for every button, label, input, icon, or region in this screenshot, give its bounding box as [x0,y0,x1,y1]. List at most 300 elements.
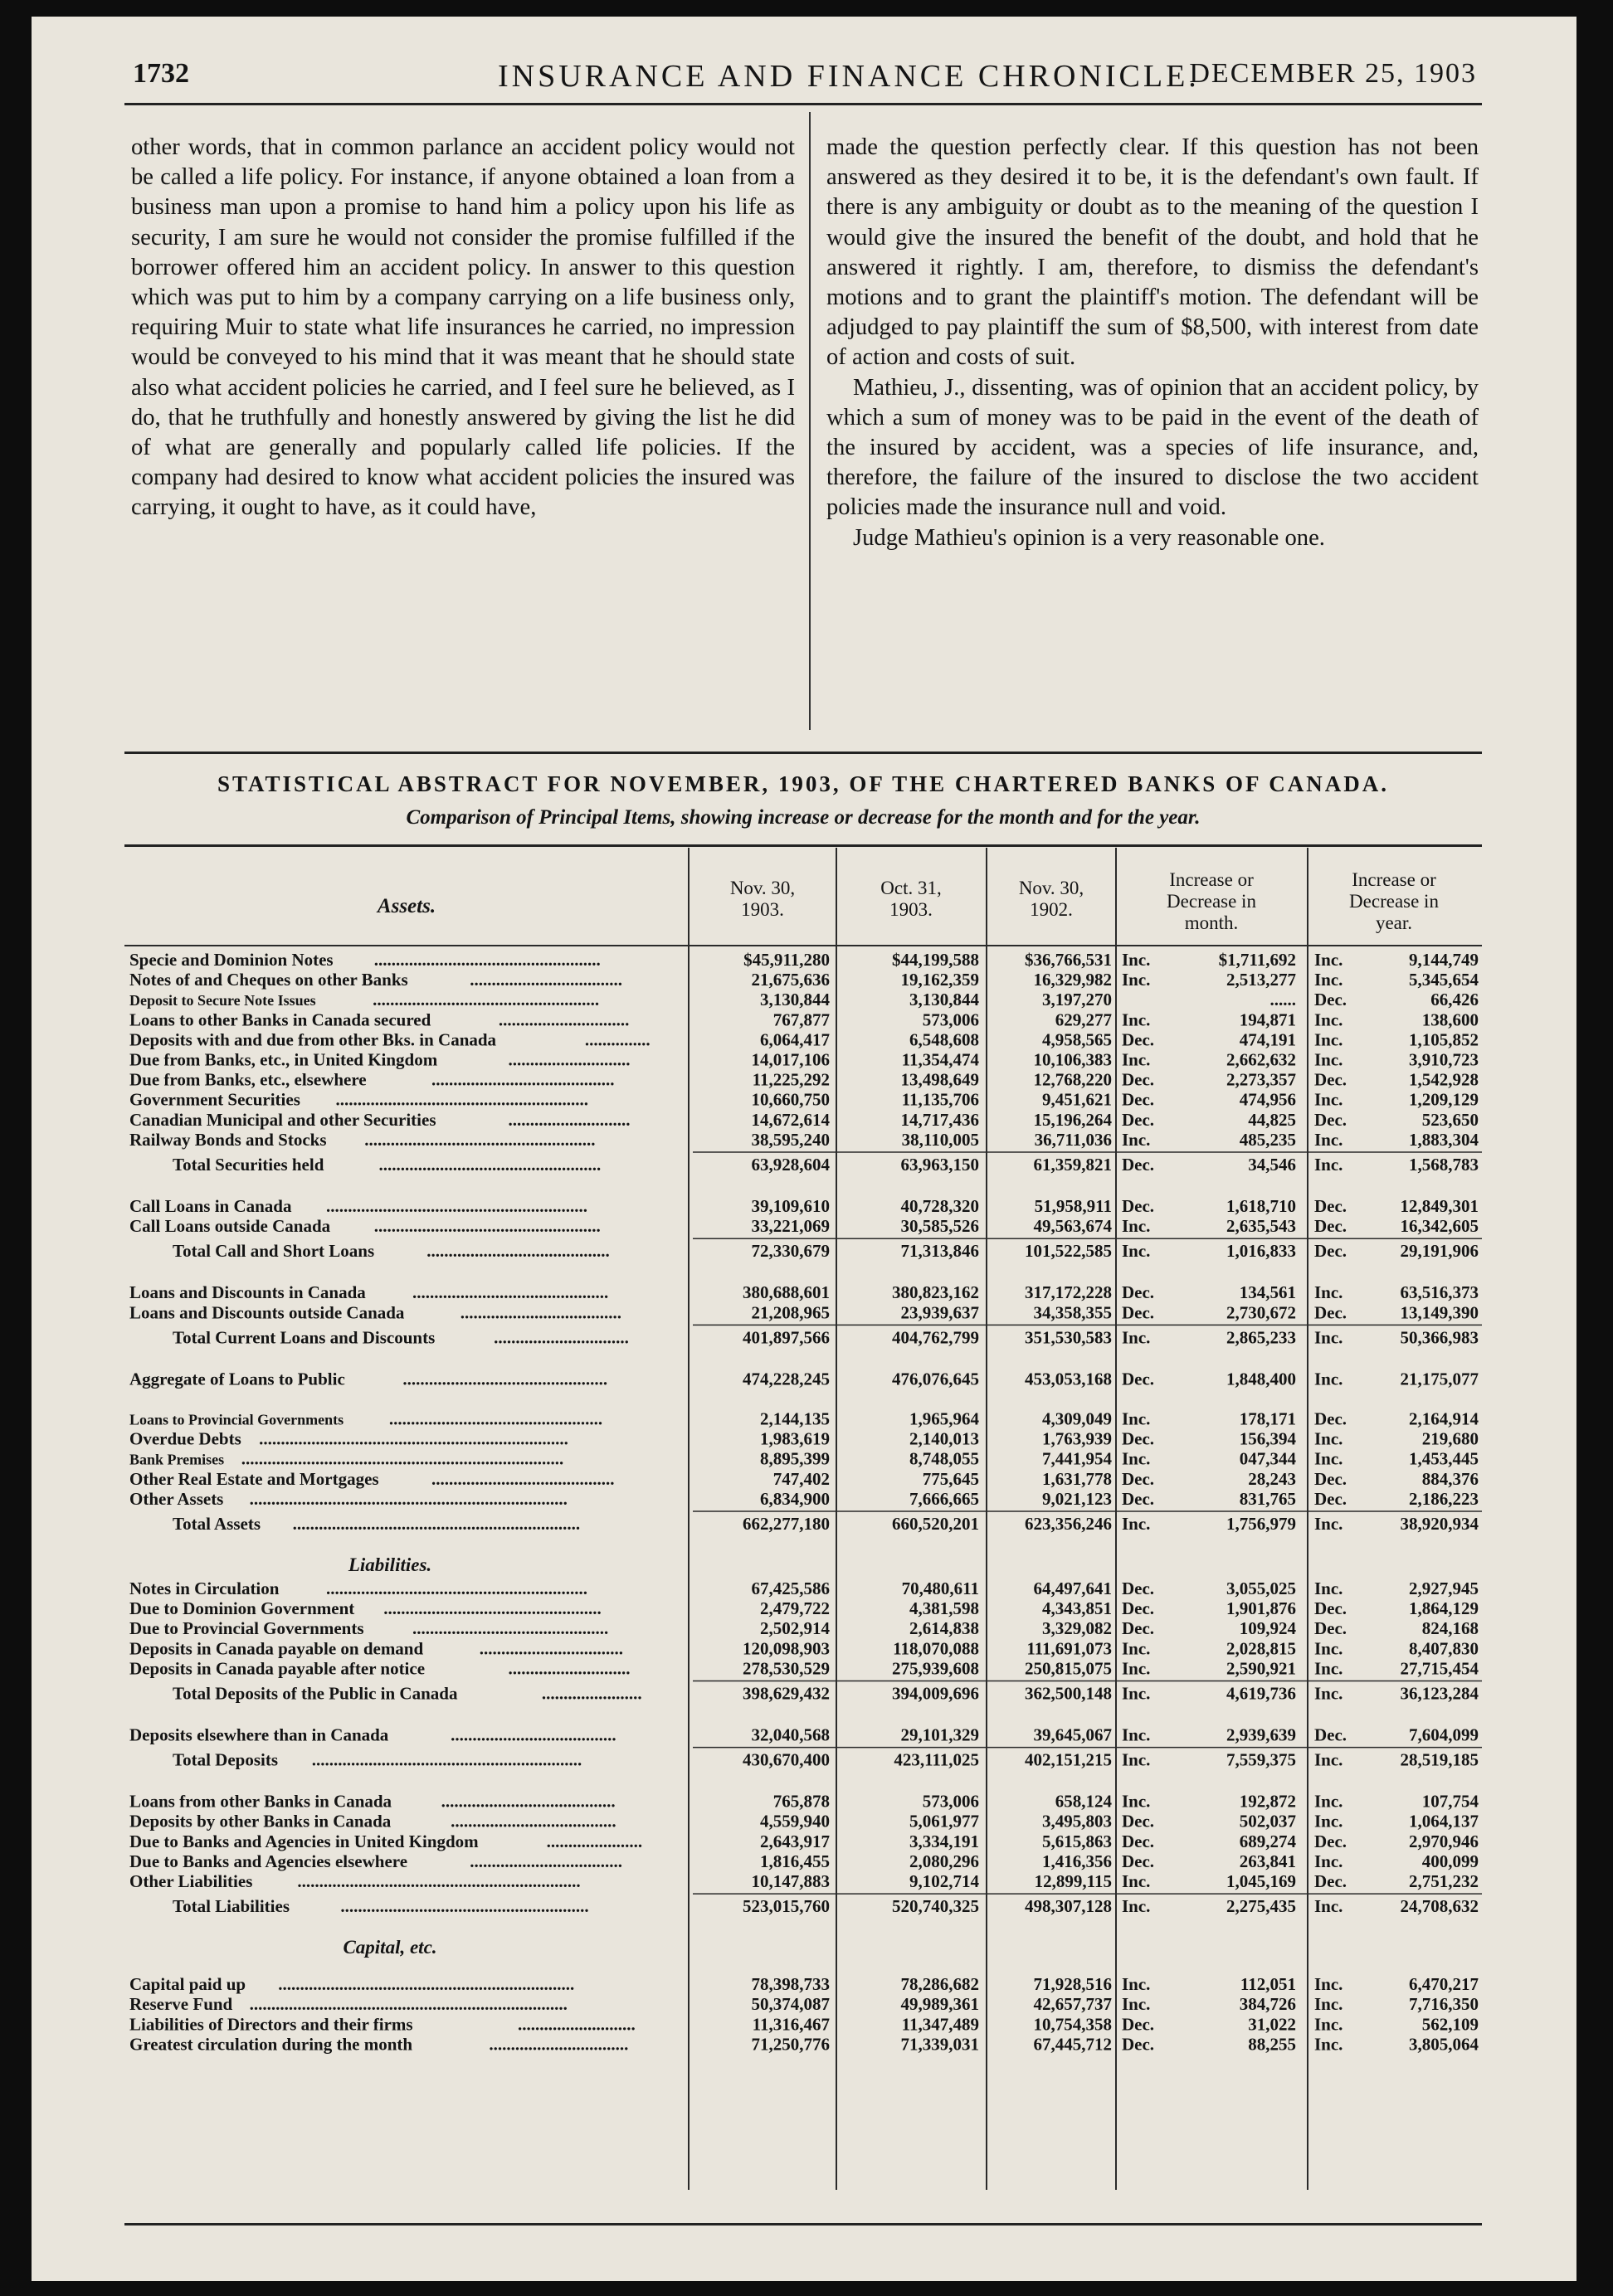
value-nov-1902: 362,500,148 [1025,1683,1112,1704]
month-change: 1,016,833 [1226,1241,1296,1262]
month-direction: Dec. [1122,1618,1155,1639]
value-nov-1902: 402,151,215 [1025,1749,1112,1770]
value-nov-1903: 474,228,245 [743,1369,830,1389]
year-change: 29,191,906 [1400,1241,1479,1262]
year-change: 24,708,632 [1400,1896,1479,1917]
month-direction: Inc. [1122,1658,1151,1679]
year-change: 28,519,185 [1400,1749,1479,1770]
value-nov-1902: 16,329,982 [1033,970,1112,990]
value-oct-1903: 404,762,799 [892,1327,979,1348]
year-direction: Inc. [1314,1089,1343,1110]
month-change: 178,171 [1239,1408,1296,1429]
value-nov-1903: 1,816,455 [760,1851,830,1871]
leader-dots: ................................... [470,970,622,990]
row-label: Other Liabilities [129,1871,253,1891]
year-direction: Inc. [1314,1009,1343,1030]
year-change: 1,542,928 [1409,1069,1479,1090]
value-nov-1903: 78,398,733 [751,1974,830,1995]
value-oct-1903: 2,140,013 [909,1428,979,1449]
leader-dots: ................................. [479,1638,624,1659]
year-direction: Dec. [1314,1468,1347,1489]
leader-dots: ......................................................... [340,1896,589,1917]
row-label: Total Liabilities [173,1896,290,1917]
value-oct-1903: 38,110,005 [901,1129,979,1150]
value-nov-1902: 9,451,621 [1042,1089,1112,1110]
month-change: 485,235 [1239,1129,1296,1150]
year-direction: Inc. [1314,2034,1343,2055]
value-oct-1903: 573,006 [922,1009,979,1030]
leader-dots: ................................................... [378,1155,602,1175]
leader-dots: .......................................................... [335,1089,589,1110]
value-nov-1903: 50,374,087 [751,1994,830,2015]
value-oct-1903: 573,006 [922,1791,979,1812]
month-direction: Dec. [1122,1488,1155,1509]
month-direction: Dec. [1122,1831,1155,1851]
value-oct-1903: 775,645 [922,1468,979,1489]
month-change: 194,871 [1239,1009,1296,1030]
bottom-rule [124,2223,1482,2225]
year-direction: Dec. [1314,1831,1347,1851]
value-oct-1903: 11,135,706 [901,1089,979,1110]
year-change: 2,927,945 [1409,1578,1479,1598]
value-nov-1902: 7,441,954 [1042,1448,1112,1469]
value-oct-1903: 11,347,489 [901,2014,979,2035]
year-direction: Inc. [1314,1428,1343,1449]
row-label: Call Loans in Canada [129,1196,292,1216]
year-change: 884,376 [1421,1468,1479,1489]
year-direction: Inc. [1314,1994,1343,2015]
issue-date: DECEMBER 25, 1903 [1189,58,1477,89]
month-change: 2,273,357 [1226,1069,1296,1090]
leader-dots: ..................................................... [364,1129,596,1150]
value-nov-1902: 1,416,356 [1042,1851,1112,1871]
month-direction: Dec. [1122,1578,1155,1598]
month-change: 1,045,169 [1226,1871,1296,1891]
value-nov-1902: 629,277 [1055,1009,1112,1030]
value-nov-1902: 498,307,128 [1025,1896,1112,1917]
value-nov-1903: 523,015,760 [743,1896,830,1917]
leader-dots: ................................... [470,1851,622,1871]
year-change: 1,105,852 [1409,1029,1479,1050]
leader-dots: .................................................................. [292,1514,581,1534]
leader-dots: ...................... [546,1831,643,1851]
month-change: 1,756,979 [1226,1514,1296,1534]
value-nov-1903: 67,425,586 [751,1578,830,1598]
month-direction: Inc. [1122,1724,1151,1745]
value-oct-1903: 6,548,608 [909,1029,979,1050]
value-oct-1903: $44,199,588 [892,950,979,970]
value-nov-1903: 10,660,750 [751,1089,830,1110]
month-change: 2,028,815 [1226,1638,1296,1659]
row-label: Due to Provincial Governments [129,1618,364,1639]
value-nov-1902: 12,768,220 [1033,1069,1112,1090]
leader-dots: .................................................... [373,990,600,1010]
row-label: Liabilities of Directors and their firms [129,2014,413,2035]
year-direction: Inc. [1314,1282,1343,1303]
month-change: 2,590,921 [1226,1658,1296,1679]
value-nov-1902: 51,958,911 [1034,1196,1112,1216]
year-change: 16,342,605 [1400,1216,1479,1237]
year-change: 400,099 [1421,1851,1479,1871]
value-oct-1903: 14,717,436 [900,1109,979,1130]
leader-dots: ................................................................. [297,1871,581,1891]
row-label: Total Deposits of the Public in Canada [173,1683,458,1704]
assets-header: Assets. [377,895,436,917]
year-direction: Dec. [1314,1241,1347,1262]
row-label: Call Loans outside Canada [129,1216,331,1237]
year-change: 12,849,301 [1400,1196,1479,1216]
month-change: 109,924 [1239,1618,1296,1639]
value-nov-1902: 9,021,123 [1042,1488,1112,1509]
row-label: Reserve Fund [129,1994,233,2015]
row-label: Deposits elsewhere than in Canada [129,1724,389,1745]
row-label: Total Securities held [173,1155,324,1175]
value-nov-1903: 6,834,900 [760,1488,830,1509]
value-nov-1902: 4,309,049 [1042,1408,1112,1429]
leader-dots: ............................ [508,1109,631,1130]
value-nov-1902: 42,657,737 [1033,1994,1112,2015]
value-oct-1903: 5,061,977 [909,1811,979,1831]
row-label: Aggregate of Loans to Public [129,1369,345,1389]
year-direction: Dec. [1314,990,1347,1010]
column-header-year: Increase or [1352,869,1436,890]
value-nov-1903: 38,595,240 [751,1129,830,1150]
month-change: 112,051 [1240,1974,1296,1995]
value-nov-1903: 430,670,400 [743,1749,830,1770]
leader-dots: ......................................................................... [249,1994,568,2015]
month-direction: Dec. [1122,1851,1155,1871]
row-label: Overdue Debts [129,1428,241,1449]
value-oct-1903: 19,162,359 [900,970,979,990]
value-nov-1903: 3,130,844 [760,990,830,1010]
month-change: 2,865,233 [1226,1327,1296,1348]
row-label: Loans and Discounts outside Canada [129,1302,405,1323]
column-header-nov-1903: Nov. 30, [729,878,796,898]
value-oct-1903: 9,102,714 [909,1871,979,1891]
value-nov-1902: 34,358,355 [1033,1302,1112,1323]
month-direction: Inc. [1122,1683,1151,1704]
value-oct-1903: 40,728,320 [900,1196,979,1216]
year-direction: Inc. [1314,1658,1343,1679]
year-change: 1,209,129 [1409,1089,1479,1110]
value-oct-1903: 30,585,526 [900,1216,979,1237]
year-direction: Dec. [1314,1724,1347,1745]
year-direction: Dec. [1314,1196,1347,1216]
month-change: ...... [1269,990,1296,1010]
value-nov-1902: 1,631,778 [1042,1468,1112,1489]
month-direction: Inc. [1122,1448,1151,1469]
row-label: Deposits in Canada payable after notice [129,1658,426,1679]
right-column-paragraph-1: made the question perfectly clear. If this question has not been answered as they desired it to be, it is the defendant's own fault. If there is any ambiguity or doubt as to the meaning of the question I would give the insured the benefit of the doubt, and hold that he answered it rightly. I am, therefore, to dismiss the defendant's motions and to grant the plaintiff's motion. The defendant will be adjudged to pay plaintiff the sum of $8,500, with interest from date of action and costs of suit. [826,134,1479,371]
value-nov-1902: 15,196,264 [1033,1109,1112,1130]
year-change: 1,453,445 [1409,1448,1479,1469]
value-nov-1903: 14,017,106 [751,1049,830,1070]
month-change: 2,635,543 [1226,1216,1296,1237]
leader-dots: ....................................................................... [259,1428,568,1449]
column-header-month: Decrease in [1167,891,1256,912]
row-label: Greatest circulation during the month [129,2034,413,2055]
page-number: 1732 [133,58,189,89]
row-label: Total Call and Short Loans [173,1241,375,1262]
value-nov-1903: 662,277,180 [743,1514,830,1534]
value-oct-1903: 275,939,608 [892,1658,979,1679]
value-nov-1902: 658,124 [1055,1791,1112,1812]
month-change: 156,394 [1239,1428,1296,1449]
row-label: Due from Banks, etc., in United Kingdom [129,1049,438,1070]
value-oct-1903: 71,313,846 [900,1241,979,1262]
column-header-month: Increase or [1169,869,1254,890]
month-change: 474,956 [1239,1089,1296,1110]
leader-dots: ...................................... [451,1724,616,1745]
value-nov-1902: 67,445,712 [1033,2034,1112,2055]
year-change: 38,920,934 [1400,1514,1479,1534]
leader-dots: ............................................... [402,1369,608,1389]
year-direction: Dec. [1314,1871,1347,1891]
month-direction: Inc. [1122,1638,1151,1659]
value-nov-1903: 765,878 [772,1791,830,1812]
value-oct-1903: 7,666,665 [909,1488,979,1509]
month-change: 34,546 [1248,1155,1296,1175]
year-direction: Dec. [1314,1618,1347,1639]
column-header-month: month. [1184,912,1239,933]
column-header-oct-1903: 1903. [889,899,933,920]
value-nov-1902: 317,172,228 [1025,1282,1112,1303]
leader-dots: ..................................... [460,1302,621,1323]
month-change: 2,730,672 [1226,1302,1296,1323]
value-nov-1903: 63,928,604 [751,1155,830,1175]
year-change: 1,064,137 [1409,1811,1479,1831]
year-direction: Dec. [1314,1598,1347,1619]
value-oct-1903: 476,076,645 [892,1369,979,1389]
leader-dots: ............................................................ [326,1196,587,1216]
year-change: 21,175,077 [1400,1369,1479,1389]
year-direction: Inc. [1314,1129,1343,1150]
value-oct-1903: 23,939,637 [900,1302,979,1323]
row-label: Due to Dominion Government [129,1598,355,1619]
value-nov-1903: 120,098,903 [743,1638,830,1659]
value-nov-1902: 36,711,036 [1034,1129,1112,1150]
value-nov-1903: 380,688,601 [743,1282,830,1303]
year-direction: Inc. [1314,1369,1343,1389]
value-oct-1903: 13,498,649 [900,1069,979,1090]
year-direction: Inc. [1314,1155,1343,1175]
value-nov-1903: 2,144,135 [760,1408,830,1429]
value-nov-1903: 278,530,529 [743,1658,830,1679]
value-nov-1903: 14,672,614 [751,1109,830,1130]
value-nov-1902: $36,766,531 [1025,950,1112,970]
year-change: 138,600 [1421,1009,1479,1030]
leader-dots: ............................................................ [326,1578,587,1598]
month-change: 134,561 [1239,1282,1296,1303]
value-nov-1903: 2,479,722 [760,1598,830,1619]
value-nov-1903: 6,064,417 [760,1029,830,1050]
value-oct-1903: 118,070,088 [893,1638,979,1659]
year-direction: Dec. [1314,1408,1347,1429]
year-direction: Inc. [1314,1327,1343,1348]
value-nov-1902: 453,053,168 [1025,1369,1112,1389]
value-oct-1903: 49,989,361 [900,1994,979,2015]
value-nov-1903: 39,109,610 [751,1196,830,1216]
month-change: 28,243 [1248,1468,1296,1489]
value-nov-1903: 10,147,883 [751,1871,830,1891]
row-label: Loans to other Banks in Canada secured [129,1009,431,1030]
value-nov-1902: 3,197,270 [1042,990,1112,1010]
row-label: Notes of and Cheques on other Banks [129,970,408,990]
month-direction: Dec. [1122,1196,1155,1216]
leader-dots: ............................ [508,1658,631,1679]
year-direction: Dec. [1314,1069,1347,1090]
value-nov-1902: 3,329,082 [1042,1618,1112,1639]
value-nov-1903: 401,897,566 [743,1327,830,1348]
value-nov-1903: 2,502,914 [760,1618,830,1639]
month-direction: Inc. [1122,950,1151,970]
year-change: 2,751,232 [1409,1871,1479,1891]
row-label: Government Securities [129,1089,300,1110]
month-direction: Dec. [1122,1109,1155,1130]
month-change: 1,848,400 [1226,1369,1296,1389]
value-nov-1903: 1,983,619 [760,1428,830,1449]
year-change: 9,144,749 [1409,950,1479,970]
leader-dots: .................................................... [373,950,601,970]
value-nov-1902: 111,691,073 [1026,1638,1112,1659]
value-nov-1902: 71,928,516 [1033,1974,1112,1995]
year-change: 7,604,099 [1409,1724,1479,1745]
month-direction: Inc. [1122,1514,1151,1534]
month-direction: Inc. [1122,1129,1151,1150]
month-change: 31,022 [1248,2014,1296,2035]
month-direction: Dec. [1122,1155,1155,1175]
year-change: 1,568,783 [1409,1155,1479,1175]
year-change: 3,805,064 [1409,2034,1479,2055]
value-oct-1903: 380,823,162 [892,1282,979,1303]
year-change: 13,149,390 [1400,1302,1479,1323]
value-nov-1902: 10,754,358 [1033,2014,1112,2035]
year-direction: Dec. [1314,1302,1347,1323]
leader-dots: ...................................... [451,1811,616,1831]
value-nov-1903: 32,040,568 [751,1724,830,1745]
year-direction: Inc. [1314,1514,1343,1534]
year-direction: Inc. [1314,1811,1343,1831]
leader-dots: .................................................................... [278,1974,575,1995]
leader-dots: ........................... [518,2014,636,2035]
month-direction: Inc. [1122,1791,1151,1812]
value-oct-1903: 1,965,964 [909,1408,979,1429]
row-label: Loans and Discounts in Canada [129,1282,366,1303]
month-direction: Inc. [1122,970,1151,990]
year-change: 7,716,350 [1409,1994,1479,2015]
row-label: Loans to Provincial Governments [129,1411,344,1428]
value-nov-1902: 4,343,851 [1042,1598,1112,1619]
leader-dots: .......................................................................... [241,1448,564,1469]
value-nov-1903: 33,221,069 [751,1216,830,1237]
right-column-paragraph-3: Judge Mathieu's opinion is a very reasonable one. [853,524,1325,551]
year-direction: Inc. [1314,1974,1343,1995]
month-change: 831,765 [1239,1488,1296,1509]
value-nov-1903: 767,877 [772,1009,830,1030]
value-oct-1903: 70,480,611 [901,1578,979,1598]
year-change: 1,864,129 [1409,1598,1479,1619]
month-change: 192,872 [1239,1791,1296,1812]
month-direction: Dec. [1122,1811,1155,1831]
value-oct-1903: 394,009,696 [892,1683,979,1704]
leader-dots: ................................................. [388,1408,603,1429]
month-direction: Inc. [1122,1994,1151,2015]
year-change: 3,910,723 [1409,1049,1479,1070]
value-nov-1903: 11,225,292 [752,1069,830,1090]
value-nov-1902: 49,563,674 [1033,1216,1112,1237]
month-direction: Dec. [1122,2014,1155,2035]
column-header-nov-1903: 1903. [741,899,784,920]
value-oct-1903: 3,130,844 [909,990,979,1010]
row-label: Bank Premises [129,1451,225,1468]
month-change: 384,726 [1239,1994,1296,2015]
value-nov-1903: 71,250,776 [751,2034,830,2055]
value-nov-1902: 5,615,863 [1042,1831,1112,1851]
month-change: 7,559,375 [1226,1749,1296,1770]
leader-dots: .................................................... [373,1216,601,1237]
value-nov-1902: 101,522,585 [1025,1241,1112,1262]
value-nov-1903: 8,895,399 [760,1448,830,1469]
year-direction: Inc. [1314,1896,1343,1917]
month-direction: Dec. [1122,1468,1155,1489]
value-oct-1903: 71,339,031 [900,2034,979,2055]
column-header-nov-1902: Nov. 30, [1018,878,1084,898]
row-label: Due to Banks and Agencies in United Kingdom [129,1831,479,1851]
month-direction: Dec. [1122,1069,1155,1090]
leader-dots: ........................................ [441,1791,616,1812]
value-nov-1903: 4,559,940 [760,1811,830,1831]
month-change: 2,939,639 [1226,1724,1296,1745]
year-direction: Dec. [1314,1488,1347,1509]
month-change: 3,055,025 [1226,1578,1296,1598]
month-direction: Inc. [1122,1749,1151,1770]
value-nov-1902: 250,815,075 [1025,1658,1112,1679]
year-change: 66,426 [1430,990,1479,1010]
row-label: Capital paid up [129,1974,246,1995]
year-direction: Dec. [1314,1216,1347,1237]
value-nov-1903: 11,316,467 [752,2014,830,2035]
column-header-nov-1902: 1902. [1030,899,1073,920]
column-header-year: year. [1375,912,1413,933]
year-change: 107,754 [1421,1791,1479,1812]
value-oct-1903: 423,111,025 [894,1749,979,1770]
value-nov-1902: 1,763,939 [1042,1428,1112,1449]
value-nov-1902: 64,497,641 [1033,1578,1112,1598]
month-change: 047,344 [1239,1448,1296,1469]
leader-dots: .............................. [498,1009,630,1030]
year-direction: Inc. [1314,1791,1343,1812]
journal-title: INSURANCE AND FINANCE CHRONICLE. [498,59,1200,94]
leader-dots: ....................... [541,1683,642,1704]
year-direction: Dec. [1314,1109,1347,1130]
leader-dots: ............................... [494,1327,629,1348]
value-oct-1903: 29,101,329 [900,1724,979,1745]
leader-dots: ............................ [508,1049,631,1070]
month-direction: Inc. [1122,1049,1151,1070]
month-direction: Inc. [1122,1009,1151,1030]
month-change: 44,825 [1248,1109,1296,1130]
value-oct-1903: 660,520,201 [892,1514,979,1534]
value-oct-1903: 520,740,325 [892,1896,979,1917]
year-change: 2,164,914 [1409,1408,1479,1429]
month-change: 2,662,632 [1226,1049,1296,1070]
row-label: Due to Banks and Agencies elsewhere [129,1851,408,1871]
right-column-paragraph-2: Mathieu, J., dissenting, was of opinion that an accident policy, by which a sum of money was to be paid in the event of the death of the insured by accident, was a species of life insurance, and, therefore, the failure of the insured to disclose the two accident policies made the insurance null and void. [826,374,1479,521]
year-change: 2,186,223 [1409,1488,1479,1509]
value-nov-1903: 398,629,432 [743,1683,830,1704]
leader-dots: ............................................. [412,1618,609,1639]
month-direction: Inc. [1122,1974,1151,1995]
